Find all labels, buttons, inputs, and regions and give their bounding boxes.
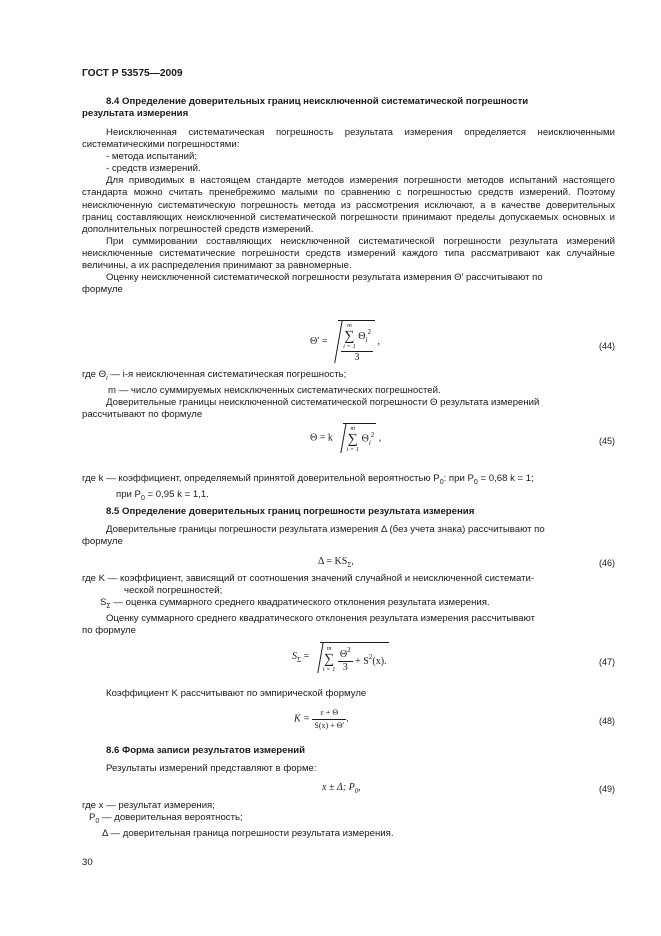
heading-line-2: результата измерения bbox=[82, 108, 189, 120]
section-8-6 bbox=[82, 745, 615, 775]
formula-number: (44) bbox=[598, 341, 615, 351]
section-8-5-heading: 8.5 Определение доверительных границ погрешности результата измерения bbox=[106, 506, 475, 517]
paragraph-line: формуле bbox=[82, 284, 123, 296]
theta: Θ bbox=[358, 330, 366, 342]
formula-49: x ± Δ; $P_0$, (49) bbox=[322, 782, 615, 795]
sum-lower: i = 1 bbox=[343, 343, 356, 350]
paragraph-line: Оценку суммарного среднего квадратического отклонения результата измерения рассчитывают bbox=[106, 613, 535, 625]
paragraph-line: Оценку неисключенной систематической погрешности результата измерения Θ′ рассчитывают по bbox=[106, 272, 543, 284]
section-8-5-para bbox=[82, 688, 615, 700]
where-line: где $\Theta_i$ — i-я неисключенная систематическая погрешность; bbox=[82, 369, 347, 382]
where-46 bbox=[82, 573, 615, 637]
sum-sign: m ∑ i = 1 bbox=[343, 322, 356, 350]
where-line: где x — результат измерения; bbox=[82, 800, 215, 811]
paragraph: Для приводимых в настоящем стандарте методов измерения погрешности методов испытаний настоящего стандарта можно считать пренебрежимо малыми по сравнению с погрешностью средств измерений. Поэтому неисключенную систематическую погрешность метода из рассмотрения исключают, а в качестве доверительных границ составляющих неисключенной систематической погрешности принимают пределы допускаемых основных и дополнительных погрешностей средств измерений. bbox=[82, 175, 615, 235]
section-8-4-heading bbox=[82, 96, 615, 120]
fraction: $\frac{\varepsilon + \Theta}{S(x) + \Theta'}$ bbox=[314, 708, 345, 731]
section-8-5 bbox=[82, 506, 615, 548]
where-line: $S_\Sigma$ — оценка суммарного среднего квадратического отклонения результата измерения. bbox=[100, 597, 490, 611]
document-header: ГОСТ Р 53575—2009 bbox=[82, 68, 183, 79]
formula-number: (47) bbox=[598, 657, 615, 667]
formula-46: $\Delta = KS_\Sigma$, (46) bbox=[318, 556, 615, 569]
formula-lhs: Θ = k bbox=[310, 432, 333, 444]
where-line: $P_0$ — доверительная вероятность; bbox=[89, 812, 243, 826]
formula-48: K = $\frac{\varepsilon + \Theta}{S(x) + \Theta'}$ . (48) bbox=[82, 707, 615, 735]
formula-number: (48) bbox=[598, 716, 615, 726]
where-line: ческой погрешностей; bbox=[124, 585, 223, 597]
sum-sign: m ∑ i = 1 bbox=[346, 425, 360, 453]
formula-45: Θ = k m ∑ i = 1 $\Theta_i^2$ , (45) bbox=[310, 425, 615, 453]
sum-sign: m ∑ i = 1 bbox=[322, 644, 336, 673]
formula-47: $S_\Sigma$ = m ∑ i = 1 $\frac{\Theta^2}{3}$ + $S^2(x)$. (47) bbox=[82, 642, 615, 682]
section-8-4-body bbox=[82, 127, 615, 296]
where-45 bbox=[82, 473, 615, 505]
paragraph-line: формуле bbox=[82, 536, 123, 548]
formula-number: (49) bbox=[598, 784, 615, 794]
paragraph-line: рассчитывают по формуле bbox=[82, 409, 203, 421]
paragraph-line: Коэффициент K рассчитывают по эмпирической формуле bbox=[106, 688, 367, 699]
paragraph-line: Результаты измерений представляют в форме: bbox=[106, 763, 317, 775]
fraction bbox=[341, 322, 373, 364]
list-item: - метода испытаний; bbox=[106, 151, 198, 163]
heading-line-1: 8.4 Определение доверительных границ неисключенной систематической погрешности bbox=[106, 96, 529, 107]
section-8-6-heading: 8.6 Форма записи результатов измерений bbox=[106, 745, 306, 756]
where-line: при $P_0 = 0,95$ k = 1,1. bbox=[116, 489, 209, 503]
subscript: i bbox=[365, 335, 368, 344]
paragraph-line: по формуле bbox=[82, 625, 136, 637]
list-item: - средств измерений. bbox=[106, 163, 201, 175]
paragraph: При суммировании составляющих неисключенной систематической погрешности результата измерений неисключенные систематические погрешности средств измерений каждого типа рассматривают как случайные величины, а их распределения принимают за равномерные. bbox=[82, 235, 615, 272]
where-line: m — число суммируемых неисключенных систематических погрешностей. bbox=[108, 385, 441, 397]
where-line: Δ — доверительная граница погрешности результата измерения. bbox=[102, 828, 394, 840]
page-number: 30 bbox=[82, 857, 93, 868]
where-line: где K — коэффициент, зависящий от соотношения значений случайной и неисключенной системати- bbox=[82, 573, 535, 584]
where-44 bbox=[82, 369, 615, 421]
sqrt-sign: m ∑ i = 1 $\frac{\Theta^2}{3}$ + $S^2(x)$. bbox=[320, 642, 389, 674]
paragraph-line: Доверительные границы неисключенной систематической погрешности Θ результата измерений bbox=[106, 397, 540, 409]
formula-number: (45) bbox=[598, 436, 615, 446]
paragraph-line: Доверительные границы погрешности результата измерения Δ (без учета знака) рассчитывают по bbox=[106, 524, 545, 536]
paragraph: Неисключенная систематическая погрешность результата измерения определяется неисключенными систематическими погрешностями: bbox=[82, 127, 615, 151]
where-49 bbox=[82, 800, 615, 840]
denominator: 3 bbox=[354, 352, 360, 363]
where-line: где k — коэффициент, определяемый принятой доверительной вероятностью $P_0$: при $P_0 = 0,68$ k = 1; bbox=[82, 473, 534, 486]
sqrt-sign: m ∑ i = 1 $\Theta_i^2$ bbox=[343, 423, 376, 454]
fraction: $\frac{\Theta^2}{3}$ bbox=[339, 646, 351, 674]
formula-44 bbox=[82, 320, 615, 363]
formula-end: , bbox=[377, 336, 380, 347]
sqrt-sign bbox=[338, 320, 375, 364]
formula-number: (46) bbox=[598, 558, 615, 568]
sum-upper: m bbox=[347, 322, 352, 329]
formula-lhs: Θ′ = bbox=[310, 336, 328, 347]
superscript: 2 bbox=[367, 327, 371, 336]
